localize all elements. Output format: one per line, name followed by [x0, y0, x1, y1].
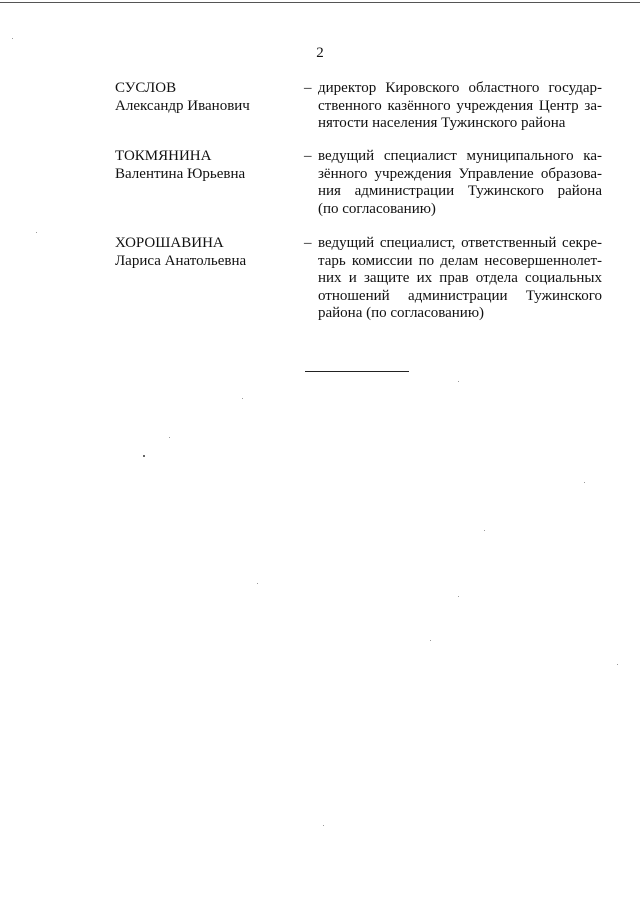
position-line: нятости населения Тужинского района [318, 115, 566, 131]
position-line: (по согласованию) [318, 200, 436, 217]
member-name [115, 235, 295, 270]
scan-speck [458, 381, 459, 382]
scan-speck [584, 482, 585, 483]
member-surname: ХОРОШАВИНА [115, 235, 224, 251]
member-name [115, 148, 295, 183]
member-position [318, 80, 602, 133]
member-name [115, 80, 295, 115]
page-number: 2 [316, 45, 324, 61]
member-surname: СУСЛОВ [115, 80, 177, 96]
closing-rule [305, 371, 409, 372]
position-line: зённого учреждения Управление образова- [318, 165, 602, 182]
scan-speck [12, 38, 13, 39]
member-given-names: Валентина Юрьевна [115, 165, 246, 182]
member-position [318, 235, 602, 323]
position-line: них и защите их прав отдела социальных [318, 270, 602, 286]
position-line: тарь комиссии по делам несовершеннолет- [318, 252, 602, 269]
top-border-line [0, 2, 640, 3]
dash-separator: – [304, 148, 312, 164]
position-line: ведущий специалист муниципального ка- [318, 148, 602, 164]
scan-speck [169, 437, 170, 438]
position-line: ния администрации Тужинского района [318, 183, 602, 199]
scan-speck [430, 640, 431, 641]
scan-speck [458, 596, 459, 597]
scan-speck [323, 825, 324, 826]
position-line: ственного казённого учреждения Центр за- [318, 97, 602, 114]
scan-speck [242, 398, 243, 399]
scan-speck [484, 530, 485, 531]
dash-separator: – [304, 235, 312, 251]
dash-separator: – [304, 80, 312, 96]
position-line: ведущий специалист, ответственный секре- [318, 235, 602, 251]
position-line: отношений администрации Тужинского [318, 287, 602, 304]
position-line: района (по согласованию) [318, 305, 485, 321]
scan-speck [36, 232, 37, 233]
position-line: директор Кировского областного государ- [318, 80, 602, 96]
member-surname: ТОКМЯНИНА [115, 148, 212, 164]
scan-speck [257, 583, 258, 584]
scan-speck [143, 455, 145, 457]
member-position [318, 148, 602, 218]
member-given-names: Лариса Анатольевна [115, 252, 247, 269]
scan-speck [617, 664, 618, 665]
member-given-names: Александр Иванович [115, 97, 250, 114]
